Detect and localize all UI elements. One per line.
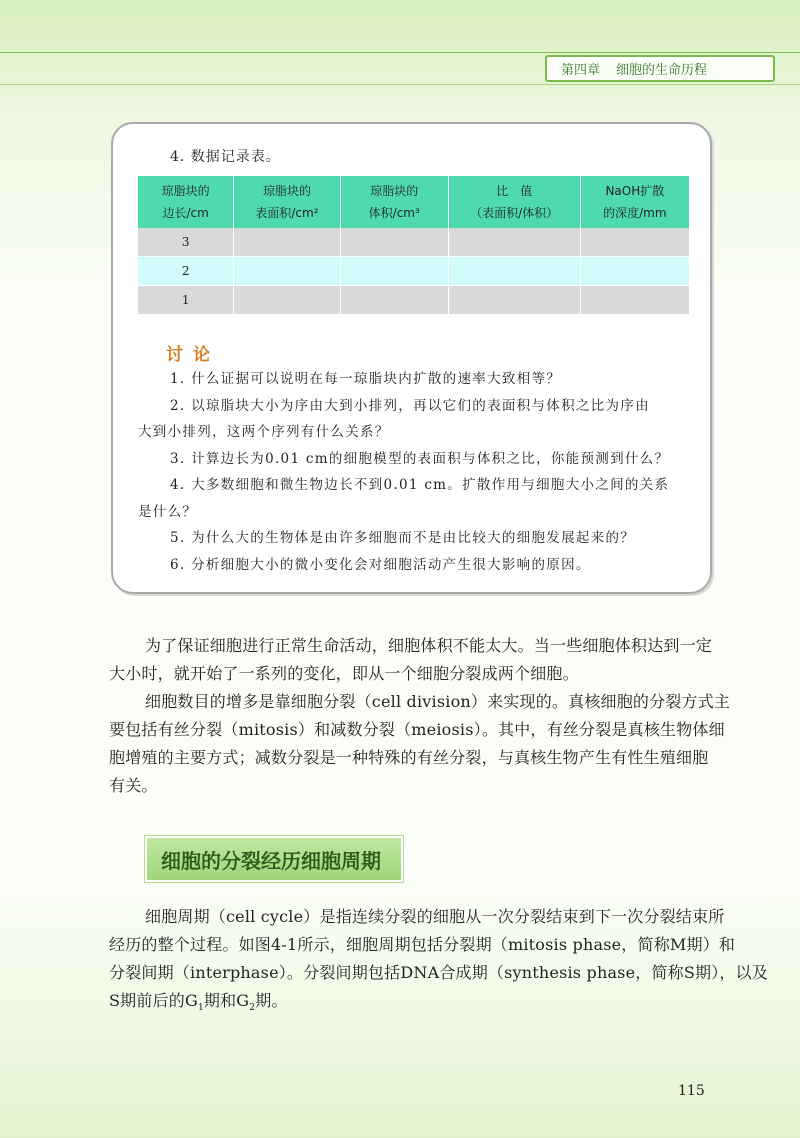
chapter-title: 细胞的生命历程 <box>616 63 708 78</box>
question-2-cont: 大到小排列，这两个序列有什么关系？ <box>138 424 390 440</box>
question-3: 3. 计算边长为0.01 cm的细胞模型的表面积与体积之比，你能预测到什么？ <box>170 451 670 467</box>
table-caption: 4. 数据记录表。 <box>170 149 281 165</box>
question-5: 5. 为什么大的生物体是由许多细胞而不是由比较大的细胞发展起来的？ <box>170 530 636 546</box>
header-cell: 比 值 （表面积/体积） <box>448 176 580 228</box>
table-row <box>138 257 689 286</box>
body-paragraph-2-line-3: 胞增殖的主要方式；减数分裂是一种特殊的有丝分裂，与真核生物产生有性生殖细胞 <box>109 748 709 767</box>
header-cell: 琼脂块的 表面积/cm² <box>234 176 340 228</box>
body-paragraph-1-line-1: 为了保证细胞进行正常生命活动，细胞体积不能太大。当一些细胞体积达到一定 <box>145 636 713 655</box>
data-table <box>138 176 689 315</box>
page-number: 115 <box>678 1083 705 1099</box>
header-rule-top <box>0 52 800 53</box>
question-6: 6. 分析细胞大小的微小变化会对细胞活动产生很大影响的原因。 <box>170 557 591 573</box>
edge-length-cell: 3 <box>138 228 234 257</box>
chapter-number: 第四章 <box>561 63 601 78</box>
question-1: 1. 什么证据可以说明在每一琼脂块内扩散的速率大致相等？ <box>170 371 562 387</box>
edge-length-cell: 1 <box>138 286 234 315</box>
header-rule-bottom <box>0 84 800 85</box>
cell-cycle-paragraph-line-2: 经历的整个过程。如图4-1所示，细胞周期包括分裂期（mitosis phase，简称M期）和 <box>109 935 736 954</box>
body-paragraph-2-line-4: 有关。 <box>109 776 158 795</box>
edge-length-cell: 2 <box>138 257 234 286</box>
header-cell: 琼脂块的 体积/cm³ <box>340 176 448 228</box>
section-heading: 细胞的分裂经历细胞周期 <box>145 836 403 882</box>
question-2: 2. 以琼脂块大小为序由大到小排列，再以它们的表面积与体积之比为序由 <box>170 398 650 414</box>
question-4: 4. 大多数细胞和微生物边长不到0.01 cm。扩散作用与细胞大小之间的关系 <box>170 477 670 493</box>
table-row <box>138 286 689 315</box>
cell-cycle-paragraph-line-4: S期前后的$G_1$期和$G_2$期。 <box>109 991 288 1014</box>
chapter-header <box>545 55 775 82</box>
table-row <box>138 228 689 257</box>
header-cell: NaOH扩散 的深度/mm <box>580 176 689 228</box>
table-header-row <box>138 176 689 228</box>
body-paragraph-2-line-2: 要包括有丝分裂（mitosis）和减数分裂（meiosis）。其中，有丝分裂是真核生物体细 <box>109 720 725 739</box>
body-paragraph-1-line-2: 大小时，就开始了一系列的变化，即从一个细胞分裂成两个细胞。 <box>109 664 579 683</box>
cell-cycle-paragraph-line-3: 分裂间期（interphase）。分裂间期包括DNA合成期（synthesis phase，简称S期），以及 <box>109 963 769 982</box>
header-cell: 琼脂块的 边长/cm <box>138 176 234 228</box>
cell-cycle-paragraph-line-1: 细胞周期（cell cycle）是指连续分裂的细胞从一次分裂结束到下一次分裂结束所 <box>145 907 725 926</box>
discussion-heading: 讨论 <box>166 345 220 365</box>
question-4-cont: 是什么？ <box>138 504 198 520</box>
body-paragraph-2-line-1: 细胞数目的增多是靠细胞分裂（cell division）来实现的。真核细胞的分裂方式主 <box>145 692 731 711</box>
